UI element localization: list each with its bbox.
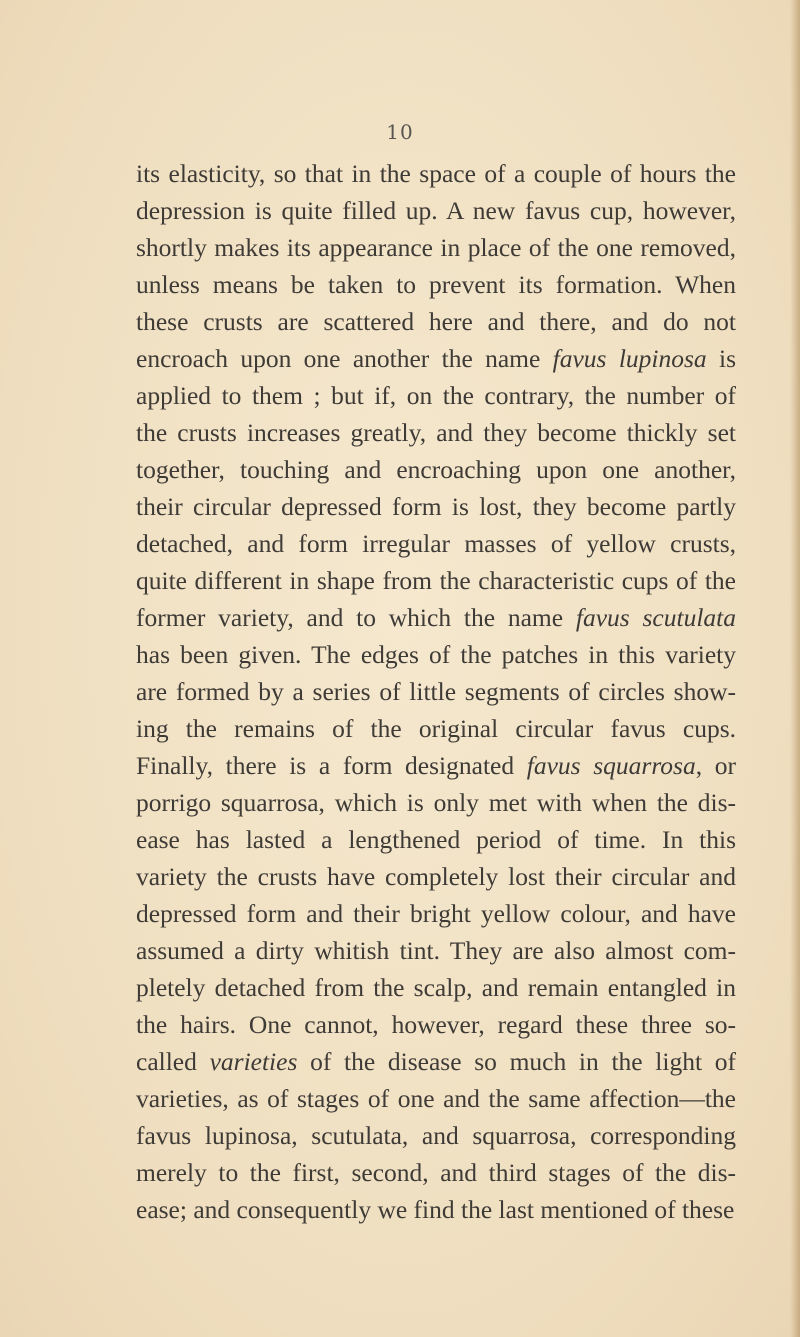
text-line	[136, 192, 736, 229]
text-line	[136, 1043, 736, 1080]
text-line	[136, 858, 736, 895]
text-run: merely to the first, second, and third stages of the dis-	[136, 1158, 736, 1187]
text-run: are formed by a series of little segments of circles show-	[136, 677, 736, 706]
text-run: shortly makes its appearance in place of the one removed,	[136, 233, 736, 262]
text-line	[136, 673, 736, 710]
text-run: these crusts are scattered here and there, and do not	[136, 307, 736, 336]
text-line	[136, 488, 736, 525]
text-run: ing the remains of the original circular favus cups.	[136, 714, 736, 743]
text-run: depressed form and their bright yellow colour, and have	[136, 899, 736, 928]
text-run: the crusts increases greatly, and they become thickly set	[136, 418, 736, 447]
text-line	[136, 895, 736, 932]
text-run: applied to them ; but if, on the contrary, the number of	[136, 381, 736, 410]
text-line	[136, 1080, 736, 1117]
text-run: , or	[695, 751, 736, 780]
text-run: ease; and consequently we find the last mentioned of these	[136, 1195, 735, 1224]
text-run: variety the crusts have completely lost their circular and	[136, 862, 736, 891]
text-run: unless means be taken to prevent its formation. When	[136, 270, 736, 299]
text-run: encroach upon one another the name	[136, 344, 553, 373]
text-run: called	[136, 1047, 210, 1076]
text-line	[136, 1006, 736, 1043]
text-run: detached, and form irregular masses of yellow crusts,	[136, 529, 736, 558]
text-run: ease has lasted a lengthened period of time. In this	[136, 825, 736, 854]
text-run: its elasticity, so that in the space of a couple of hours the	[136, 159, 736, 188]
text-line	[136, 155, 736, 192]
text-run: favus lupinosa, scutulata, and squarrosa, corresponding	[136, 1121, 736, 1150]
text-run: former variety, and to which the name	[136, 603, 576, 632]
text-line	[136, 784, 736, 821]
text-line	[136, 1154, 736, 1191]
text-run: depression is quite filled up. A new favus cup, however,	[136, 196, 736, 225]
text-run: together, touching and encroaching upon one another,	[136, 455, 736, 484]
italic-term: varieties	[209, 1047, 298, 1076]
text-run: their circular depressed form is lost, they become partly	[136, 492, 736, 521]
text-line	[136, 747, 736, 784]
italic-term: favus lupinosa	[552, 344, 707, 373]
italic-term: favus scutulata	[575, 603, 736, 632]
text-line	[136, 451, 736, 488]
text-line	[136, 969, 736, 1006]
page-edge-shadow	[790, 0, 800, 1337]
text-line	[136, 303, 736, 340]
text-line	[136, 932, 736, 969]
text-run: has been given. The edges of the patches in this variety	[136, 640, 736, 669]
text-line	[136, 1117, 736, 1154]
page-number: 10	[386, 120, 414, 144]
text-line	[136, 266, 736, 303]
text-line	[136, 562, 736, 599]
body-text	[136, 155, 736, 1228]
text-run: is	[706, 344, 736, 373]
text-run: Finally, there is a form designated	[136, 751, 527, 780]
text-line	[136, 1191, 736, 1228]
text-run: assumed a dirty whitish tint. They are also almost com-	[136, 936, 736, 965]
text-line	[136, 377, 736, 414]
text-line	[136, 821, 736, 858]
text-line	[136, 636, 736, 673]
text-run: varieties, as of stages of one and the same affection—the	[136, 1084, 736, 1113]
text-run: of the disease so much in the light of	[297, 1047, 737, 1076]
text-line	[136, 340, 736, 377]
text-run: porrigo squarrosa, which is only met with when the dis-	[136, 788, 736, 817]
text-line	[136, 525, 736, 562]
text-line	[136, 710, 736, 747]
text-line	[136, 229, 736, 266]
text-run: quite different in shape from the characteristic cups of the	[136, 566, 736, 595]
text-run: the hairs. One cannot, however, regard these three so-	[136, 1010, 736, 1039]
text-line	[136, 599, 736, 636]
text-line	[136, 414, 736, 451]
italic-term: favus squarrosa	[526, 751, 696, 780]
text-run: pletely detached from the scalp, and remain entangled in	[136, 973, 736, 1002]
